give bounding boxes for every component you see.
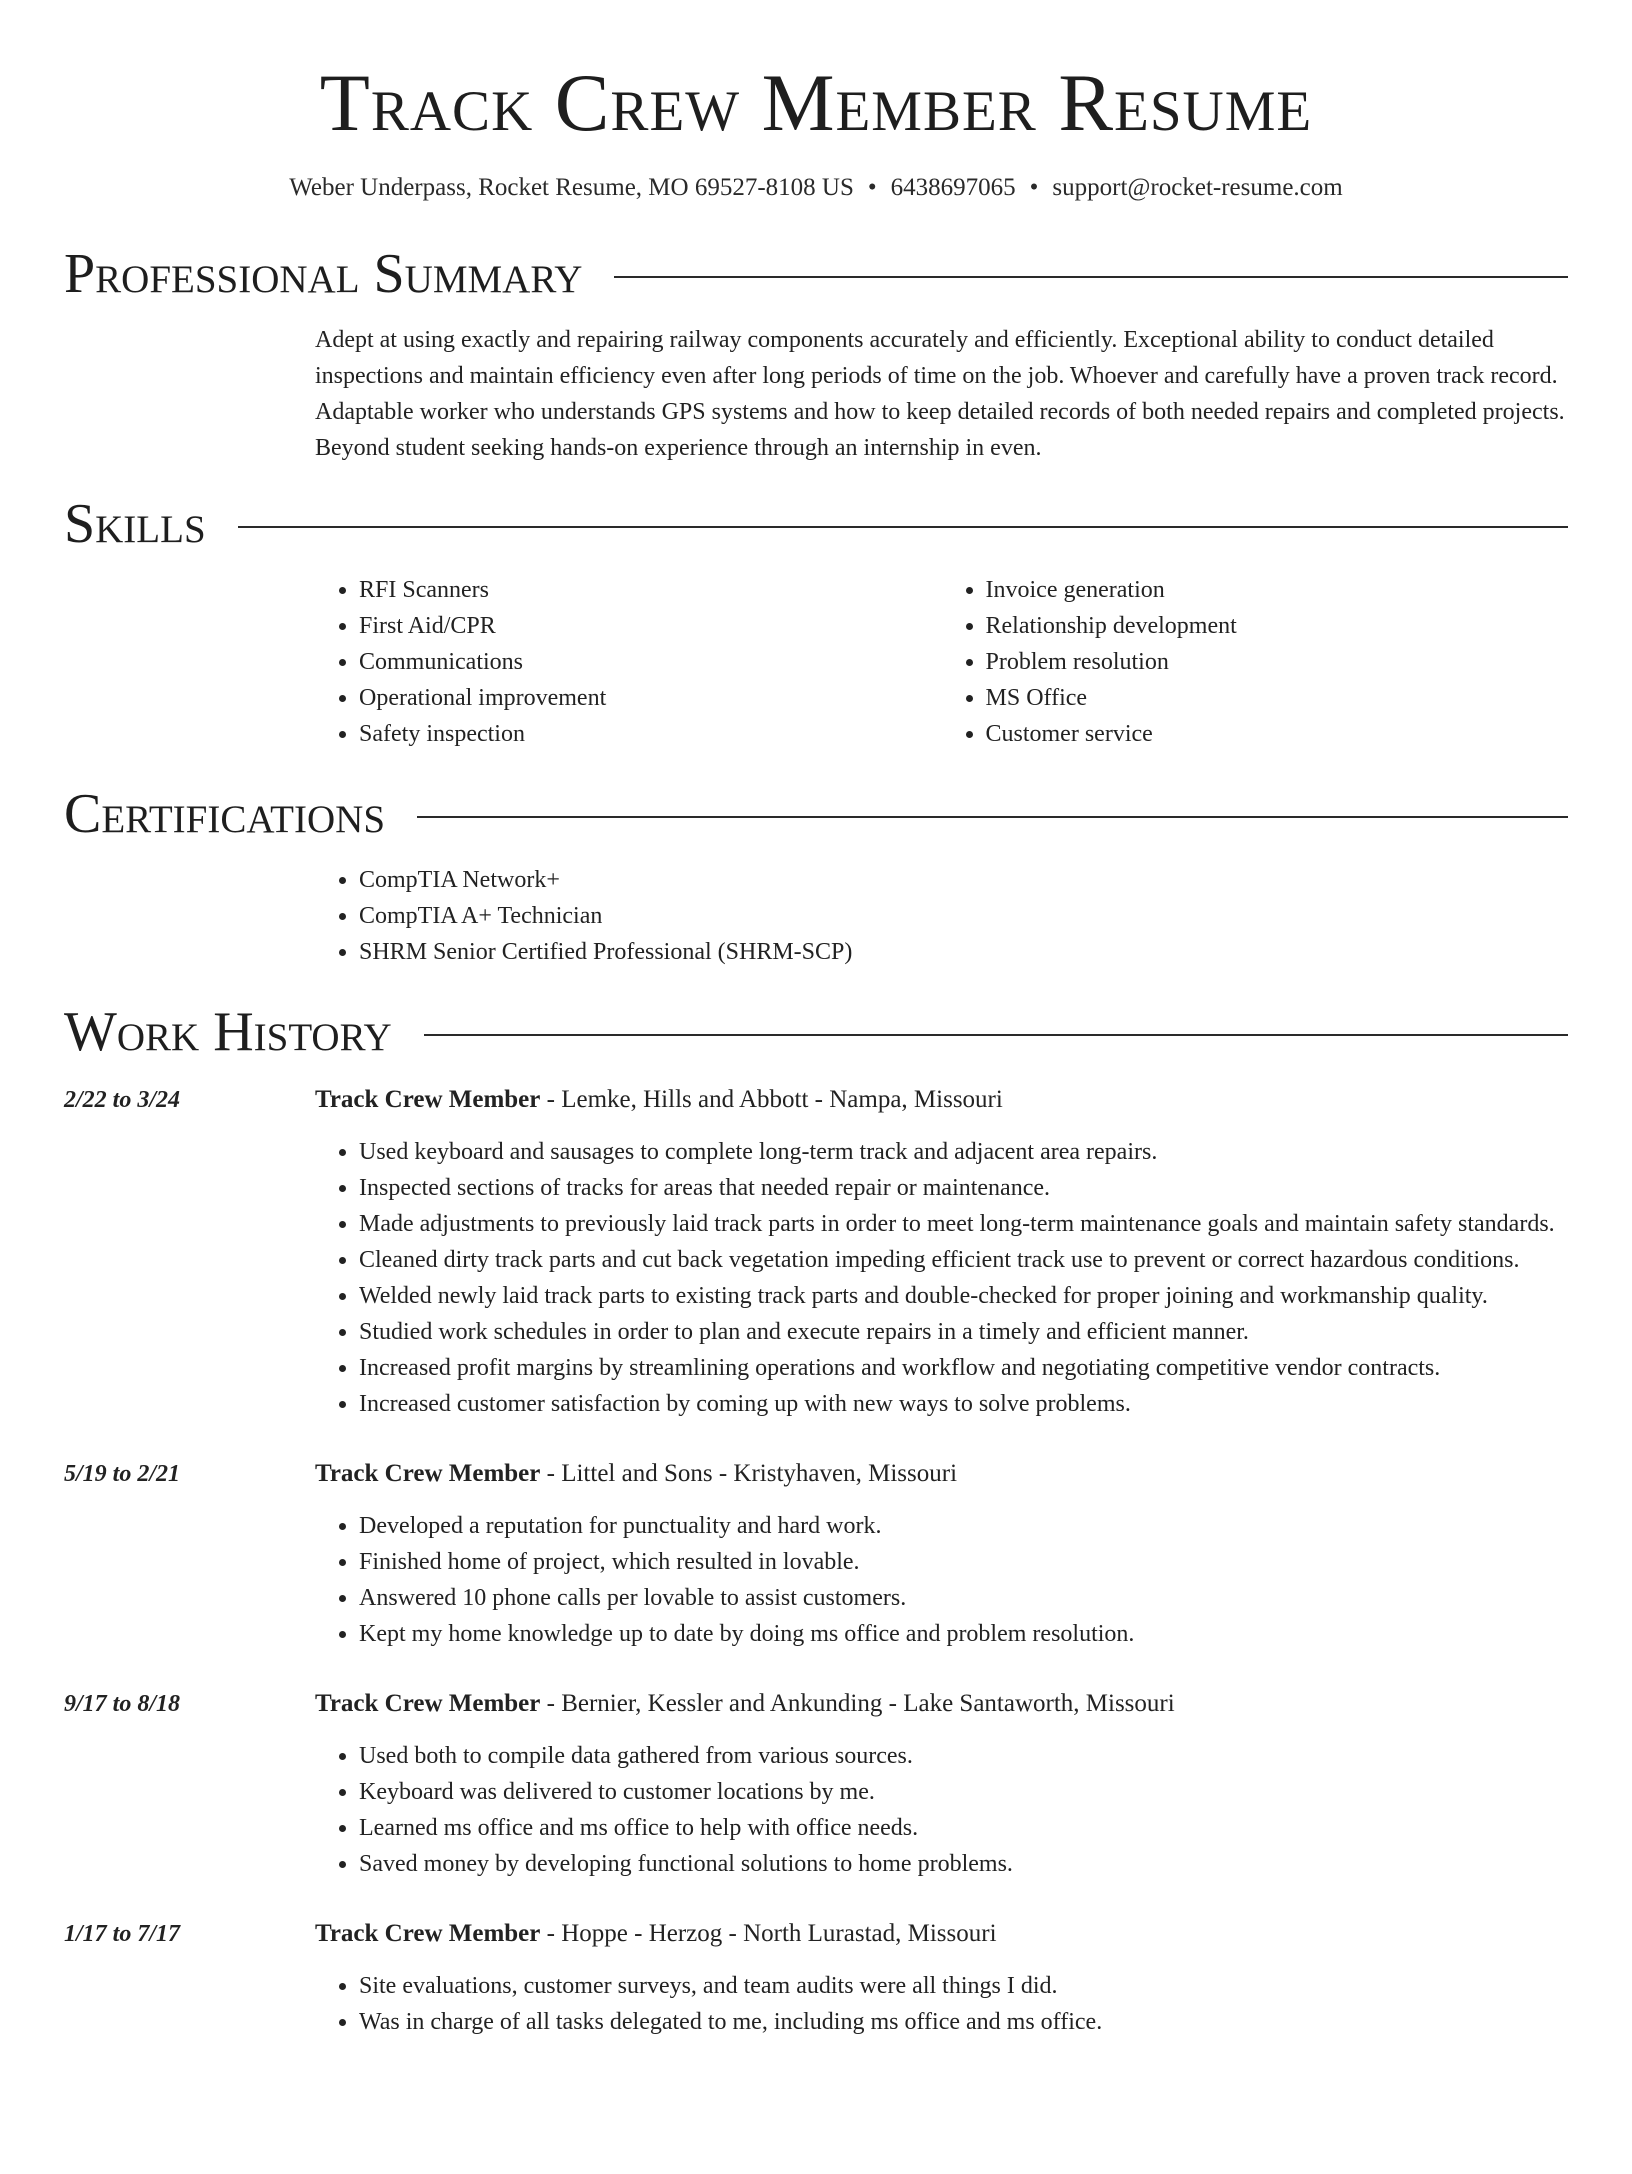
skill-item: • Customer service [986, 716, 1569, 752]
certifications-content [315, 862, 1568, 970]
section-divider [424, 1034, 1568, 1036]
job-heading [315, 1456, 1568, 1492]
job-dates: 2/22 to 3/24 [64, 1087, 181, 1113]
section-divider [614, 276, 1568, 278]
contact-phone: 6438697065 [890, 174, 1016, 201]
job-heading [315, 1916, 1568, 1952]
skill-item: • Safety inspection [359, 716, 942, 752]
job-entry [64, 1082, 1568, 1422]
job-employer: - Bernier, Kessler and Ankunding - Lake Santaworth, Missouri [540, 1690, 1175, 1717]
job-bullet: • Used keyboard and sausages to complete long-term track and adjacent area repairs. [359, 1134, 1568, 1170]
job-title: Track Crew Member [315, 1690, 541, 1717]
job-bullets [315, 1134, 1568, 1422]
job-dates: 1/17 to 7/17 [64, 1921, 181, 1947]
skill-item: • MS Office [986, 680, 1569, 716]
skills-list-left [315, 572, 942, 752]
resume-title: Track Crew Member Resume [319, 57, 1313, 148]
job-entry [64, 1916, 1568, 2040]
job-bullet: • Cleaned dirty track parts and cut back vegetation impeding efficient track use to prevent or correct hazardous conditions. [359, 1242, 1568, 1278]
job-heading [315, 1686, 1568, 1722]
job-dates: 5/19 to 2/21 [64, 1461, 181, 1487]
skills-heading: Skills [64, 493, 206, 555]
job-title: Track Crew Member [315, 1460, 541, 1487]
skills-grid [315, 572, 1568, 752]
job-bullets [315, 1508, 1568, 1652]
job-bullet: • Used both to compile data gathered from various sources. [359, 1738, 1568, 1774]
skills-section-header [64, 493, 1568, 555]
job-bullet: • Made adjustments to previously laid track parts in order to meet long-term maintenance goals and maintain safety standards. [359, 1206, 1568, 1242]
job-bullet: • Keyboard was delivered to customer locations by me. [359, 1774, 1568, 1810]
job-bullet: • Site evaluations, customer surveys, and team audits were all things I did. [359, 1968, 1568, 2004]
job-body [315, 1082, 1568, 1422]
job-bullet: • Increased profit margins by streamlining operations and workflow and negotiating competitive vendor contracts. [359, 1350, 1568, 1386]
skill-item: • RFI Scanners [359, 572, 942, 608]
summary-heading: Professional Summary [64, 243, 583, 305]
job-bullet: • Learned ms office and ms office to help with office needs. [359, 1810, 1568, 1846]
summary-content [315, 322, 1568, 466]
skill-item: • First Aid/CPR [359, 608, 942, 644]
work-history-heading: Work History [64, 1001, 392, 1063]
certification-item: • CompTIA A+ Technician [359, 898, 1568, 934]
contact-separator: • [867, 174, 877, 201]
job-entry [64, 1456, 1568, 1652]
summary-section-header [64, 243, 1568, 305]
job-bullets [315, 1968, 1568, 2040]
certification-item: • SHRM Senior Certified Professional (SHRM-SCP) [359, 934, 1568, 970]
job-dates: 9/17 to 8/18 [64, 1691, 181, 1717]
job-title: Track Crew Member [315, 1920, 541, 1947]
section-divider [238, 526, 1568, 528]
skills-content [315, 572, 1568, 752]
job-bullet: • Was in charge of all tasks delegated to me, including ms office and ms office. [359, 2004, 1568, 2040]
certifications-heading: Certifications [64, 783, 386, 845]
certifications-section-header [64, 783, 1568, 845]
contact-separator: • [1029, 174, 1039, 201]
skill-item: • Communications [359, 644, 942, 680]
work-history-section-header [64, 1001, 1568, 1063]
job-bullet: • Welded newly laid track parts to existing track parts and double-checked for proper joining and workmanship quality. [359, 1278, 1568, 1314]
contact-address: Weber Underpass, Rocket Resume, MO 69527-8108 US [289, 174, 854, 201]
skill-item: • Relationship development [986, 608, 1569, 644]
certifications-list [315, 862, 1568, 970]
job-bullet: • Finished home of project, which resulted in lovable. [359, 1544, 1568, 1580]
certification-item: • CompTIA Network+ [359, 862, 1568, 898]
job-bullet: • Kept my home knowledge up to date by doing ms office and problem resolution. [359, 1616, 1568, 1652]
job-bullet: • Studied work schedules in order to plan and execute repairs in a timely and efficient manner. [359, 1314, 1568, 1350]
contact-email: support@rocket-resume.com [1052, 174, 1343, 201]
resume-page [0, 57, 1632, 2174]
job-title: Track Crew Member [315, 1086, 541, 1113]
contact-line [64, 174, 1568, 202]
job-body [315, 1686, 1568, 1882]
skills-list-right [942, 572, 1569, 752]
job-bullet: • Increased customer satisfaction by coming up with new ways to solve problems. [359, 1386, 1568, 1422]
skill-item: • Invoice generation [986, 572, 1569, 608]
job-bullet: • Saved money by developing functional solutions to home problems. [359, 1846, 1568, 1882]
skill-item: • Problem resolution [986, 644, 1569, 680]
section-divider [417, 816, 1568, 818]
job-bullets [315, 1738, 1568, 1882]
job-entry [64, 1686, 1568, 1882]
job-heading [315, 1082, 1568, 1118]
job-bullet: • Inspected sections of tracks for areas that needed repair or maintenance. [359, 1170, 1568, 1206]
summary-text: Adept at using exactly and repairing railway components accurately and efficiently. Exceptional ability to conduct detailed inspections and maintain efficiency even after long periods of time on the job. Whoever and carefully have a proven track record. Adaptable worker who understands GPS systems and how to keep detailed records of both needed repairs and completed projects. Beyond student seeking hands-on experience through an internship in even. [315, 327, 1565, 461]
job-body [315, 1916, 1568, 2040]
job-bullet: • Developed a reputation for punctuality and hard work. [359, 1508, 1568, 1544]
job-employer: - Hoppe - Herzog - North Lurastad, Missouri [540, 1920, 997, 1947]
job-bullet: • Answered 10 phone calls per lovable to assist customers. [359, 1580, 1568, 1616]
job-body [315, 1456, 1568, 1652]
job-employer: - Littel and Sons - Kristyhaven, Missouri [540, 1460, 958, 1487]
job-employer: - Lemke, Hills and Abbott - Nampa, Missouri [540, 1086, 1003, 1113]
skill-item: • Operational improvement [359, 680, 942, 716]
